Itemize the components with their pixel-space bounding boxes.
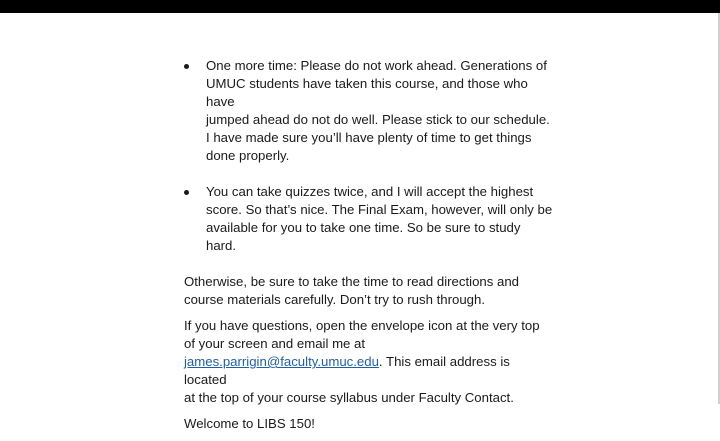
paragraph-otherwise bbox=[184, 273, 554, 309]
bullet-line: One more time: Please do not work ahead. Generations of bbox=[206, 58, 547, 73]
welcome-line: Welcome to LIBS 150! bbox=[184, 416, 315, 431]
bullet-line: UMUC students have taken this course, and those who have bbox=[206, 76, 528, 109]
faculty-email-link[interactable]: james.parrigin@faculty.umuc.edu bbox=[184, 354, 379, 369]
paragraph-line: at the top of your course syllabus under Faculty Contact. bbox=[184, 390, 514, 405]
bullet-item-quizzes bbox=[184, 183, 554, 255]
bullet-line: done properly. bbox=[206, 148, 290, 163]
top-black-bar bbox=[0, 0, 720, 13]
paragraph-questions bbox=[184, 317, 554, 407]
bullet-icon bbox=[184, 64, 189, 69]
paragraph-line: Otherwise, be sure to take the time to read directions and bbox=[184, 274, 519, 289]
bullet-line: I have made sure you’ll have plenty of time to get things bbox=[206, 130, 532, 145]
bullet-line: You can take quizzes twice, and I will accept the highest bbox=[206, 184, 534, 199]
bullet-list bbox=[184, 57, 554, 255]
paragraph-line: course materials carefully. Don’t try to rush through. bbox=[184, 292, 485, 307]
paragraph-line: . This email address is located bbox=[184, 354, 510, 387]
bullet-icon bbox=[184, 190, 189, 195]
bullet-line: score. So that’s nice. The Final Exam, however, will only be bbox=[206, 202, 553, 217]
paragraph-line: of your screen and email me at bbox=[184, 336, 366, 351]
bullet-item-work-ahead bbox=[184, 57, 554, 165]
paragraph-line: If you have questions, open the envelope icon at the very top bbox=[184, 318, 540, 333]
bullet-line: jumped ahead do not do well. Please stick to our schedule. bbox=[206, 112, 550, 127]
document-body bbox=[184, 57, 554, 441]
bullet-line: available for you to take one time. So be sure to study hard. bbox=[206, 220, 521, 253]
